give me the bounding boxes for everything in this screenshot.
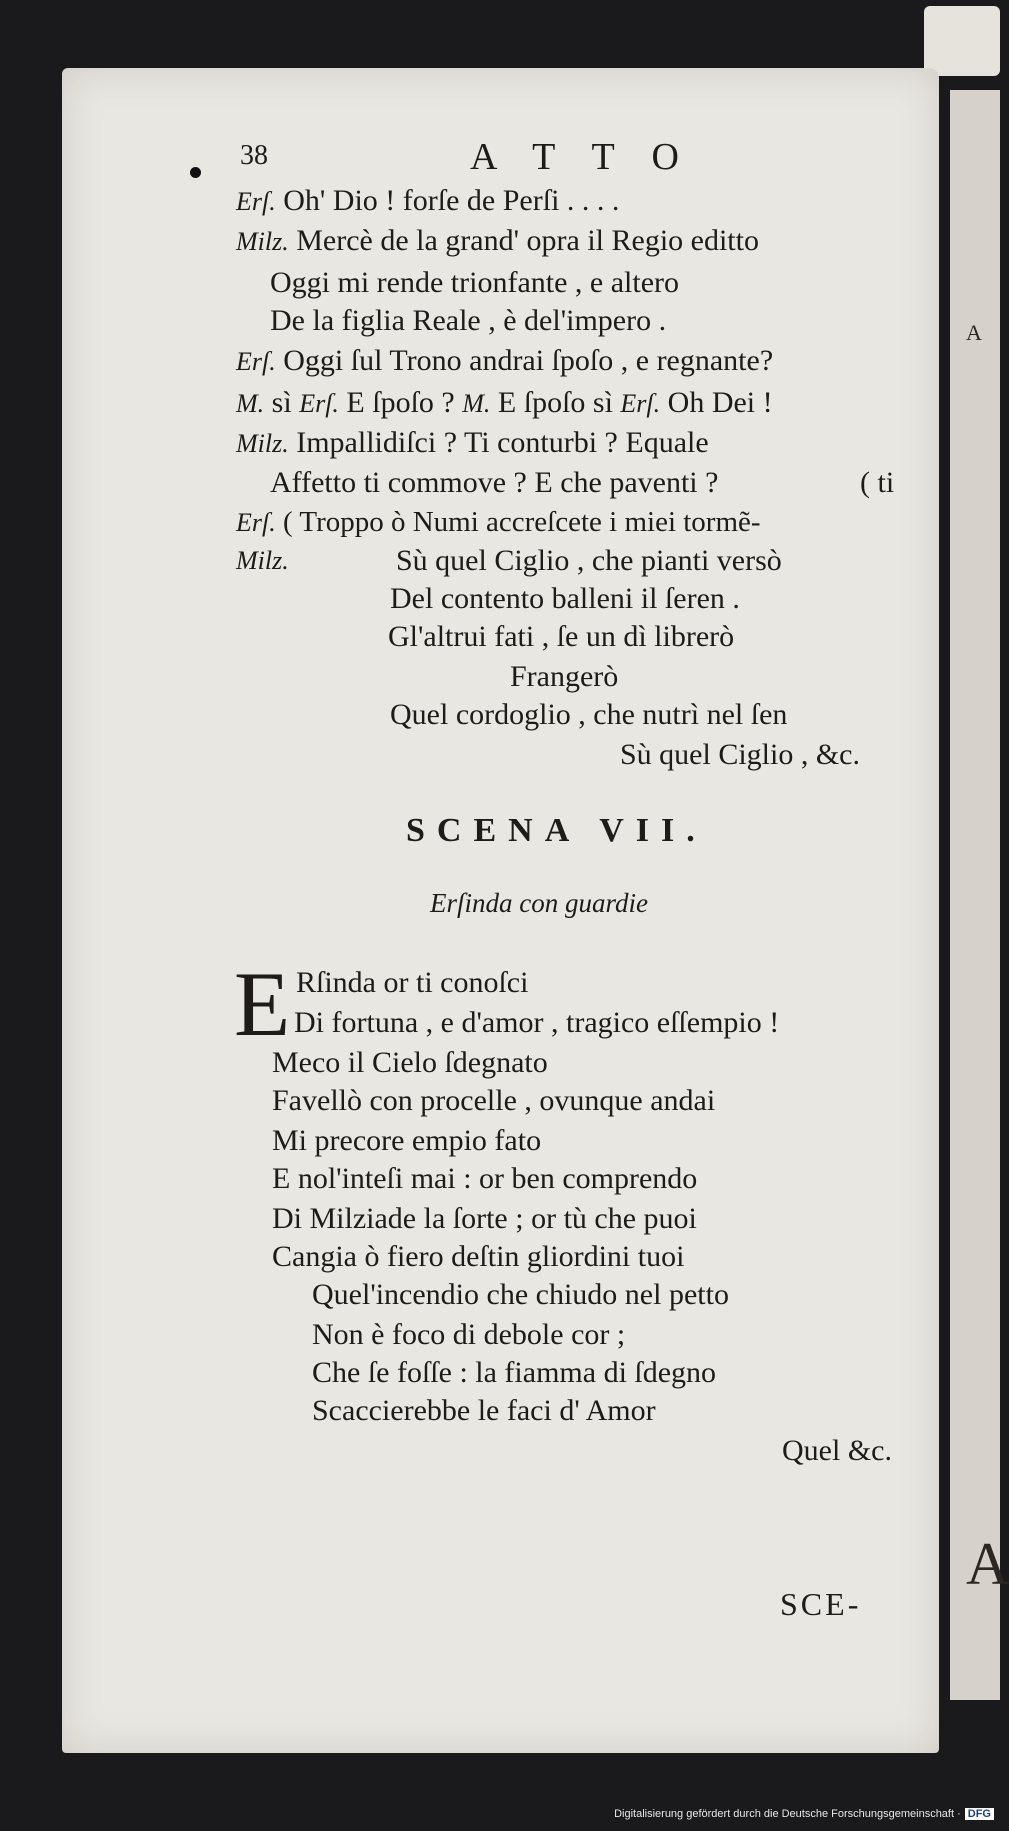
scene-title: SCENA VII. bbox=[406, 812, 707, 849]
aria-line: Non è foco di debole cor ; bbox=[312, 1318, 626, 1351]
page-number: 38 bbox=[240, 140, 268, 171]
running-head: A T T O bbox=[470, 136, 693, 178]
credit-text: Digitalisierung gefördert durch die Deutsche Forschungsgemeinschaft · bbox=[614, 1808, 961, 1820]
facing-page-top bbox=[924, 6, 1000, 76]
binding-hole bbox=[190, 167, 201, 178]
aria-line: Del contento balleni il ſeren . bbox=[390, 582, 740, 615]
scene-stage-direction: Erſinda con guardie bbox=[430, 888, 648, 918]
recit-line: Meco il Cielo ſdegnato bbox=[272, 1046, 548, 1079]
recit-line: E nol'inteſi mai : or ben comprendo bbox=[272, 1162, 698, 1195]
recit-line: Di Milziade la ſorte ; or tù che puoi bbox=[272, 1202, 697, 1235]
aria-line: Quel cordoglio , che nutrì nel ſen bbox=[390, 698, 788, 731]
dialogue-line: Erſ. Oggi ſul Trono andrai ſpoſo , e regnante? bbox=[236, 344, 774, 377]
dialogue-line: Erſ. Oh' Dio ! forſe de Perſi . . . . bbox=[236, 184, 620, 217]
recit-line: Mi precore empio fato bbox=[272, 1124, 542, 1157]
dialogue-line: De la figlia Reale , è del'impero . bbox=[270, 304, 667, 337]
aria-line: Gl'altrui fati , ſe un dì librerò bbox=[388, 620, 735, 653]
aria-line: Che ſe foſſe : la fiamma di ſdegno bbox=[312, 1356, 717, 1389]
dfg-logo: DFG bbox=[965, 1808, 994, 1820]
recit-line: Cangia ò fiero deſtin gliordini tuoi bbox=[272, 1240, 685, 1273]
recit-line: Favellò con procelle , ovunque andai bbox=[272, 1084, 716, 1117]
dialogue-turnover: ( ti bbox=[860, 466, 895, 499]
facing-page-fragment: A bbox=[966, 1531, 1009, 1597]
aria-line: Quel'incendio che chiudo nel petto bbox=[312, 1278, 729, 1311]
dialogue-line: Milz. Mercè de la grand' opra il Regio editto bbox=[236, 224, 759, 257]
dialogue-line: Erſ. ( Troppo ò Numi accreſcete i miei tormẽ- bbox=[236, 506, 761, 538]
drop-capital: E bbox=[234, 953, 291, 1055]
aria-da-capo: Quel &c. bbox=[782, 1434, 892, 1467]
aria-da-capo: Sù quel Ciglio , &c. bbox=[620, 738, 860, 771]
aria-line: Scaccierebbe le faci d' Amor bbox=[312, 1394, 656, 1427]
dialogue-line: M. sì Erſ. E ſpoſo ? M. E ſpoſo sì Erſ. Oh Dei ! bbox=[236, 386, 773, 419]
aria-speaker: Milz. bbox=[236, 546, 289, 575]
recit-line: Di fortuna , e d'amor , tragico eſſempio ! bbox=[294, 1006, 780, 1039]
dialogue-line: Oggi mi rende trionfante , e altero bbox=[270, 266, 680, 299]
digitization-credit bbox=[0, 1808, 1000, 1820]
facing-page-fragment: A bbox=[966, 320, 982, 345]
dialogue-line: Milz. Impallidiſci ? Ti conturbi ? Equale bbox=[236, 426, 709, 459]
recit-line: Rſinda or ti conoſci bbox=[296, 966, 529, 999]
dialogue-line: Affetto ti commove ? E che paventi ? bbox=[270, 466, 719, 499]
aria-line: Frangerò bbox=[510, 660, 619, 693]
catchword: SCE- bbox=[780, 1586, 862, 1622]
aria-line: Sù quel Ciglio , che pianti versò bbox=[396, 544, 782, 577]
